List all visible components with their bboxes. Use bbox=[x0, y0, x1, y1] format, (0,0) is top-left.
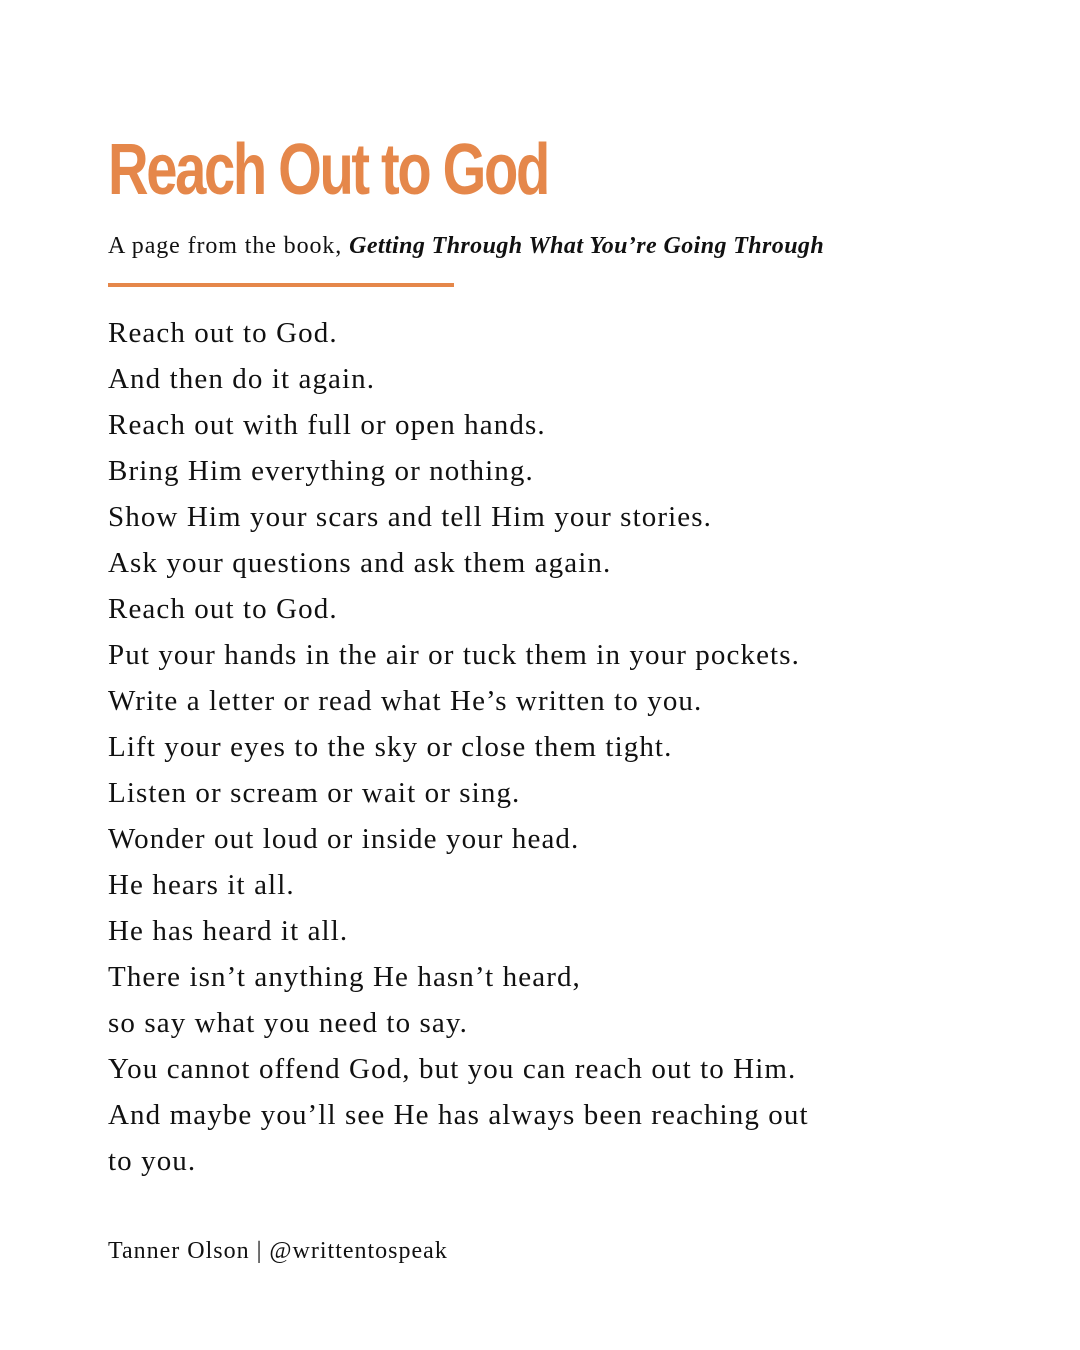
poem-line: Write a letter or read what He’s written to you. bbox=[108, 685, 703, 717]
book-source-line bbox=[108, 229, 824, 263]
poem-line: Bring Him everything or nothing. bbox=[108, 455, 534, 487]
poem-line: Reach out to God. bbox=[108, 593, 338, 625]
poem-line: Lift your eyes to the sky or close them tight. bbox=[108, 731, 673, 763]
poem-line: Put your hands in the air or tuck them in your pockets. bbox=[108, 639, 800, 671]
poem-body bbox=[108, 310, 809, 1184]
poem-line: And then do it again. bbox=[108, 363, 376, 395]
poem-line: Listen or scream or wait or sing. bbox=[108, 777, 521, 809]
poem-line: so say what you need to say. bbox=[108, 1007, 468, 1039]
subtitle-prefix: A page from the book, bbox=[108, 233, 350, 259]
poem-line: He hears it all. bbox=[108, 869, 295, 901]
poem-line: Ask your questions and ask them again. bbox=[108, 547, 612, 579]
accent-divider bbox=[108, 283, 454, 287]
poem-line: And maybe you’ll see He has always been reaching out bbox=[108, 1099, 809, 1131]
poem-line: You cannot offend God, but you can reach out to Him. bbox=[108, 1053, 797, 1085]
page-title: Reach Out to God bbox=[108, 130, 548, 210]
poem-line: There isn’t anything He hasn’t heard, bbox=[108, 961, 581, 993]
poem-line: He has heard it all. bbox=[108, 915, 349, 947]
poem-line: Show Him your scars and tell Him your stories. bbox=[108, 501, 712, 533]
poem-line: to you. bbox=[108, 1145, 197, 1177]
poem-line: Reach out to God. bbox=[108, 317, 338, 349]
book-title: Getting Through What You’re Going Through bbox=[349, 233, 825, 259]
author-credit: Tanner Olson | @writtentospeak bbox=[108, 1238, 448, 1264]
poem-line: Reach out with full or open hands. bbox=[108, 409, 546, 441]
poem-line: Wonder out loud or inside your head. bbox=[108, 823, 580, 855]
